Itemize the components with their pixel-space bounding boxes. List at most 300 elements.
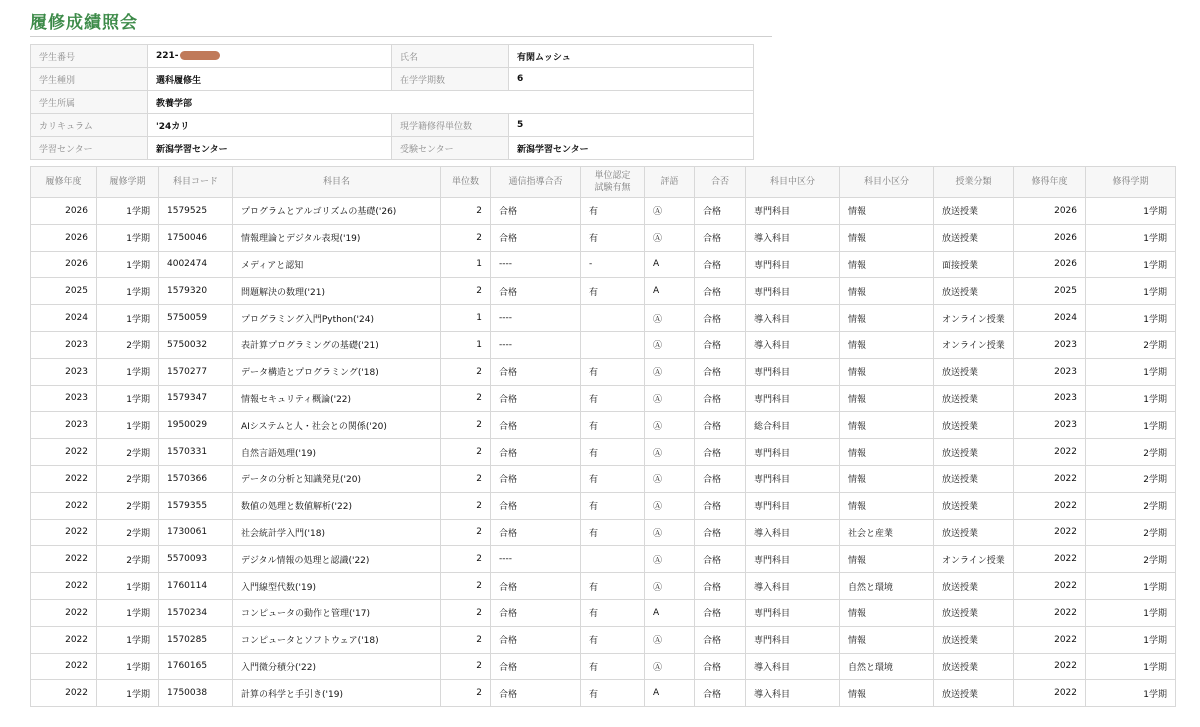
table-row <box>31 331 1176 358</box>
cell-course-name: プログラミング入門Python('24) <box>233 305 441 332</box>
cell-course-code: 1760114 <box>159 573 233 600</box>
cell-exam-presence: 有 <box>581 626 645 653</box>
cell-course-code: 1570366 <box>159 465 233 492</box>
cell-category-sub: 情報 <box>840 546 934 573</box>
cell-course-code: 1760165 <box>159 653 233 680</box>
cell-acquired-year: 2023 <box>1014 331 1086 358</box>
cell-category-mid: 専門科目 <box>746 198 840 225</box>
cell-grade: Ⓐ <box>645 224 695 251</box>
cell-acquired-year: 2022 <box>1014 519 1086 546</box>
cell-acquired-year: 2022 <box>1014 653 1086 680</box>
cell-credits: 1 <box>441 251 491 278</box>
cell-exam-presence: 有 <box>581 519 645 546</box>
info-value <box>148 137 392 160</box>
cell-enroll-term: 1学期 <box>97 198 159 225</box>
cell-credits: 2 <box>441 412 491 439</box>
cell-pass-fail: 合格 <box>695 278 746 305</box>
cell-grade: Ⓐ <box>645 439 695 466</box>
cell-enroll-term: 1学期 <box>97 305 159 332</box>
cell-class-type: オンライン授業 <box>934 546 1014 573</box>
cell-grade: Ⓐ <box>645 465 695 492</box>
cell-course-name: デジタル情報の処理と認識('22) <box>233 546 441 573</box>
cell-enroll-year: 2026 <box>31 198 97 225</box>
cell-class-type: 放送授業 <box>934 358 1014 385</box>
header-col-correspondence-result: 通信指導合否 <box>491 167 581 198</box>
cell-credits: 2 <box>441 599 491 626</box>
title-divider <box>30 36 772 37</box>
cell-acquired-term: 1学期 <box>1086 198 1176 225</box>
cell-acquired-term: 1学期 <box>1086 224 1176 251</box>
cell-category-sub: 情報 <box>840 198 934 225</box>
cell-enroll-term: 1学期 <box>97 626 159 653</box>
cell-course-code: 1579355 <box>159 492 233 519</box>
cell-course-name: AIシステムと人・社会との関係('20) <box>233 412 441 439</box>
table-row <box>31 224 1176 251</box>
cell-acquired-term: 1学期 <box>1086 626 1176 653</box>
cell-enroll-term: 1学期 <box>97 251 159 278</box>
cell-course-name: 表計算プログラミングの基礎('21) <box>233 331 441 358</box>
cell-credits: 2 <box>441 573 491 600</box>
info-label: 学生番号 <box>31 45 148 68</box>
cell-credits: 2 <box>441 358 491 385</box>
cell-category-mid: 導入科目 <box>746 680 840 707</box>
cell-course-name: コンピュータの動作と管理('17) <box>233 599 441 626</box>
cell-acquired-year: 2022 <box>1014 599 1086 626</box>
cell-enroll-year: 2023 <box>31 412 97 439</box>
cell-category-sub: 自然と環境 <box>840 573 934 600</box>
cell-class-type: 放送授業 <box>934 412 1014 439</box>
cell-credits: 2 <box>441 465 491 492</box>
cell-credits: 2 <box>441 492 491 519</box>
cell-acquired-year: 2022 <box>1014 680 1086 707</box>
table-row <box>31 680 1176 707</box>
cell-course-code: 1570331 <box>159 439 233 466</box>
cell-exam-presence <box>581 305 645 332</box>
cell-course-code: 1570234 <box>159 599 233 626</box>
table-row <box>31 626 1176 653</box>
cell-grade: Ⓐ <box>645 492 695 519</box>
cell-course-code: 1579525 <box>159 198 233 225</box>
table-row <box>31 358 1176 385</box>
header-col-enroll-year: 履修年度 <box>31 167 97 198</box>
info-label: 在学学期数 <box>392 68 509 91</box>
cell-grade: Ⓐ <box>645 331 695 358</box>
cell-acquired-year: 2026 <box>1014 251 1086 278</box>
info-label: 学生所属 <box>31 91 148 114</box>
cell-acquired-term: 2学期 <box>1086 439 1176 466</box>
header-col-class-type: 授業分類 <box>934 167 1014 198</box>
cell-category-mid: 導入科目 <box>746 224 840 251</box>
cell-class-type: 放送授業 <box>934 439 1014 466</box>
cell-pass-fail: 合格 <box>695 385 746 412</box>
cell-credits: 2 <box>441 278 491 305</box>
cell-course-name: 入門微分積分('22) <box>233 653 441 680</box>
cell-exam-presence: 有 <box>581 224 645 251</box>
info-value <box>509 45 754 68</box>
cell-credits: 2 <box>441 653 491 680</box>
cell-pass-fail: 合格 <box>695 465 746 492</box>
table-row <box>31 519 1176 546</box>
info-label: 学習センター <box>31 137 148 160</box>
cell-enroll-year: 2023 <box>31 331 97 358</box>
cell-class-type: 面接授業 <box>934 251 1014 278</box>
cell-category-mid: 専門科目 <box>746 465 840 492</box>
info-value <box>148 45 392 68</box>
cell-course-name: 問題解決の数理('21) <box>233 278 441 305</box>
cell-grade: A <box>645 599 695 626</box>
cell-acquired-term: 2学期 <box>1086 331 1176 358</box>
cell-category-sub: 情報 <box>840 385 934 412</box>
header-col-category-mid: 科目中区分 <box>746 167 840 198</box>
table-row <box>31 465 1176 492</box>
cell-enroll-term: 2学期 <box>97 519 159 546</box>
cell-acquired-term: 1学期 <box>1086 251 1176 278</box>
cell-correspondence-result: ---- <box>491 331 581 358</box>
table-row <box>31 573 1176 600</box>
cell-enroll-term: 1学期 <box>97 680 159 707</box>
cell-enroll-year: 2022 <box>31 465 97 492</box>
cell-pass-fail: 合格 <box>695 439 746 466</box>
cell-class-type: オンライン授業 <box>934 305 1014 332</box>
cell-category-mid: 総合科目 <box>746 412 840 439</box>
cell-category-sub: 情報 <box>840 465 934 492</box>
cell-category-sub: 情報 <box>840 492 934 519</box>
cell-enroll-term: 1学期 <box>97 224 159 251</box>
info-value-text: 有閑ムッシュ <box>517 52 571 63</box>
cell-category-mid: 導入科目 <box>746 331 840 358</box>
cell-grade: Ⓐ <box>645 385 695 412</box>
table-row <box>31 492 1176 519</box>
cell-class-type: 放送授業 <box>934 198 1014 225</box>
cell-credits: 2 <box>441 546 491 573</box>
cell-category-mid: 専門科目 <box>746 385 840 412</box>
cell-enroll-term: 1学期 <box>97 653 159 680</box>
info-value <box>509 114 754 137</box>
cell-exam-presence: 有 <box>581 680 645 707</box>
info-label: カリキュラム <box>31 114 148 137</box>
info-row <box>31 68 754 91</box>
cell-exam-presence: 有 <box>581 439 645 466</box>
cell-grade: Ⓐ <box>645 358 695 385</box>
cell-correspondence-result: ---- <box>491 305 581 332</box>
cell-class-type: 放送授業 <box>934 653 1014 680</box>
cell-correspondence-result: ---- <box>491 546 581 573</box>
cell-course-name: 情報セキュリティ概論('22) <box>233 385 441 412</box>
cell-category-mid: 導入科目 <box>746 519 840 546</box>
cell-credits: 2 <box>441 626 491 653</box>
header-col-enroll-term: 履修学期 <box>97 167 159 198</box>
header-col-category-sub: 科目小区分 <box>840 167 934 198</box>
cell-acquired-term: 2学期 <box>1086 519 1176 546</box>
info-value-text: 選科履修生 <box>156 75 202 86</box>
cell-enroll-year: 2022 <box>31 546 97 573</box>
cell-enroll-term: 1学期 <box>97 278 159 305</box>
cell-acquired-term: 1学期 <box>1086 573 1176 600</box>
cell-exam-presence <box>581 546 645 573</box>
cell-course-code: 1750046 <box>159 224 233 251</box>
cell-course-code: 5750032 <box>159 331 233 358</box>
cell-category-mid: 専門科目 <box>746 599 840 626</box>
table-row <box>31 599 1176 626</box>
cell-credits: 2 <box>441 385 491 412</box>
cell-pass-fail: 合格 <box>695 599 746 626</box>
cell-category-sub: 情報 <box>840 626 934 653</box>
cell-exam-presence: 有 <box>581 653 645 680</box>
cell-course-name: 入門線型代数('19) <box>233 573 441 600</box>
cell-course-name: データ構造とプログラミング('18) <box>233 358 441 385</box>
cell-pass-fail: 合格 <box>695 331 746 358</box>
cell-pass-fail: 合格 <box>695 626 746 653</box>
cell-enroll-term: 2学期 <box>97 465 159 492</box>
cell-course-name: 計算の科学と手引き('19) <box>233 680 441 707</box>
cell-exam-presence: 有 <box>581 573 645 600</box>
cell-enroll-year: 2022 <box>31 653 97 680</box>
cell-enroll-year: 2022 <box>31 439 97 466</box>
cell-pass-fail: 合格 <box>695 358 746 385</box>
cell-pass-fail: 合格 <box>695 519 746 546</box>
cell-correspondence-result: 合格 <box>491 519 581 546</box>
cell-correspondence-result: 合格 <box>491 465 581 492</box>
cell-correspondence-result: 合格 <box>491 492 581 519</box>
cell-category-mid: 導入科目 <box>746 573 840 600</box>
cell-course-code: 1570277 <box>159 358 233 385</box>
header-col-acquired-term: 修得学期 <box>1086 167 1176 198</box>
cell-correspondence-result: 合格 <box>491 358 581 385</box>
cell-correspondence-result: 合格 <box>491 573 581 600</box>
cell-category-mid: 専門科目 <box>746 358 840 385</box>
cell-category-sub: 情報 <box>840 599 934 626</box>
cell-exam-presence: 有 <box>581 385 645 412</box>
cell-pass-fail: 合格 <box>695 680 746 707</box>
cell-credits: 2 <box>441 224 491 251</box>
cell-enroll-term: 2学期 <box>97 331 159 358</box>
cell-class-type: 放送授業 <box>934 278 1014 305</box>
cell-exam-presence: 有 <box>581 465 645 492</box>
cell-category-mid: 専門科目 <box>746 439 840 466</box>
cell-class-type: 放送授業 <box>934 465 1014 492</box>
cell-exam-presence: 有 <box>581 412 645 439</box>
cell-enroll-term: 1学期 <box>97 358 159 385</box>
cell-course-code: 1750038 <box>159 680 233 707</box>
cell-category-mid: 専門科目 <box>746 546 840 573</box>
cell-category-mid: 専門科目 <box>746 492 840 519</box>
cell-category-sub: 情報 <box>840 251 934 278</box>
cell-class-type: 放送授業 <box>934 492 1014 519</box>
cell-enroll-year: 2022 <box>31 573 97 600</box>
info-value-text: 教養学部 <box>156 98 193 109</box>
cell-course-code: 5750059 <box>159 305 233 332</box>
cell-enroll-year: 2025 <box>31 278 97 305</box>
info-value <box>509 137 754 160</box>
cell-category-sub: 情報 <box>840 412 934 439</box>
cell-exam-presence <box>581 331 645 358</box>
cell-category-sub: 情報 <box>840 358 934 385</box>
cell-acquired-term: 2学期 <box>1086 465 1176 492</box>
table-row <box>31 412 1176 439</box>
info-value-text: 5 <box>517 120 524 130</box>
header-col-credits: 単位数 <box>441 167 491 198</box>
cell-class-type: オンライン授業 <box>934 331 1014 358</box>
cell-course-name: データの分析と知識発見('20) <box>233 465 441 492</box>
cell-category-sub: 情報 <box>840 224 934 251</box>
cell-acquired-term: 1学期 <box>1086 385 1176 412</box>
cell-course-name: 情報理論とデジタル表現('19) <box>233 224 441 251</box>
cell-course-name: 数値の処理と数値解析('22) <box>233 492 441 519</box>
cell-acquired-term: 2学期 <box>1086 546 1176 573</box>
cell-acquired-year: 2026 <box>1014 224 1086 251</box>
header-col-exam-presence: 単位認定 試験有無 <box>581 167 645 198</box>
info-label: 現学籍修得単位数 <box>392 114 509 137</box>
header-col-acquired-year: 修得年度 <box>1014 167 1086 198</box>
cell-acquired-term: 1学期 <box>1086 599 1176 626</box>
info-row <box>31 91 754 114</box>
cell-credits: 2 <box>441 680 491 707</box>
cell-class-type: 放送授業 <box>934 599 1014 626</box>
cell-acquired-year: 2024 <box>1014 305 1086 332</box>
cell-exam-presence: 有 <box>581 492 645 519</box>
table-row <box>31 198 1176 225</box>
cell-enroll-year: 2023 <box>31 358 97 385</box>
cell-enroll-term: 2学期 <box>97 546 159 573</box>
cell-enroll-year: 2026 <box>31 224 97 251</box>
cell-acquired-year: 2022 <box>1014 492 1086 519</box>
cell-exam-presence: 有 <box>581 599 645 626</box>
cell-enroll-year: 2023 <box>31 385 97 412</box>
cell-acquired-year: 2022 <box>1014 573 1086 600</box>
cell-class-type: 放送授業 <box>934 385 1014 412</box>
cell-acquired-term: 1学期 <box>1086 278 1176 305</box>
cell-acquired-term: 1学期 <box>1086 653 1176 680</box>
grades-table <box>30 166 1176 707</box>
cell-enroll-term: 1学期 <box>97 573 159 600</box>
cell-pass-fail: 合格 <box>695 546 746 573</box>
cell-credits: 2 <box>441 439 491 466</box>
cell-acquired-year: 2025 <box>1014 278 1086 305</box>
cell-grade: Ⓐ <box>645 626 695 653</box>
cell-course-name: 社会統計学入門('18) <box>233 519 441 546</box>
cell-enroll-term: 1学期 <box>97 412 159 439</box>
cell-acquired-year: 2022 <box>1014 546 1086 573</box>
page-title: 履修成績照会 <box>30 13 138 33</box>
cell-correspondence-result: 合格 <box>491 599 581 626</box>
cell-pass-fail: 合格 <box>695 573 746 600</box>
cell-grade: Ⓐ <box>645 305 695 332</box>
header-col-pass-fail: 合否 <box>695 167 746 198</box>
cell-course-name: プログラムとアルゴリズムの基礎('26) <box>233 198 441 225</box>
cell-class-type: 放送授業 <box>934 519 1014 546</box>
table-row <box>31 546 1176 573</box>
info-value <box>509 68 754 91</box>
cell-enroll-year: 2026 <box>31 251 97 278</box>
cell-correspondence-result: 合格 <box>491 653 581 680</box>
cell-enroll-year: 2022 <box>31 626 97 653</box>
cell-category-sub: 情報 <box>840 439 934 466</box>
cell-credits: 1 <box>441 331 491 358</box>
cell-acquired-year: 2026 <box>1014 198 1086 225</box>
cell-grade: A <box>645 680 695 707</box>
cell-pass-fail: 合格 <box>695 224 746 251</box>
info-value-text: '24カリ <box>156 121 190 132</box>
cell-category-sub: 自然と環境 <box>840 653 934 680</box>
cell-acquired-term: 1学期 <box>1086 358 1176 385</box>
cell-acquired-term: 1学期 <box>1086 305 1176 332</box>
cell-credits: 2 <box>441 519 491 546</box>
cell-grade: Ⓐ <box>645 412 695 439</box>
cell-correspondence-result: 合格 <box>491 626 581 653</box>
cell-category-mid: 専門科目 <box>746 278 840 305</box>
cell-exam-presence: 有 <box>581 278 645 305</box>
cell-acquired-term: 1学期 <box>1086 412 1176 439</box>
cell-enroll-year: 2022 <box>31 519 97 546</box>
cell-category-sub: 情報 <box>840 680 934 707</box>
info-value-text: 新潟学習センター <box>156 144 228 155</box>
cell-enroll-year: 2022 <box>31 680 97 707</box>
cell-course-code: 5570093 <box>159 546 233 573</box>
cell-pass-fail: 合格 <box>695 492 746 519</box>
cell-course-code: 1570285 <box>159 626 233 653</box>
info-value-text: 6 <box>517 74 524 84</box>
cell-category-mid: 専門科目 <box>746 251 840 278</box>
cell-grade: Ⓐ <box>645 653 695 680</box>
table-row <box>31 385 1176 412</box>
cell-exam-presence: 有 <box>581 198 645 225</box>
cell-pass-fail: 合格 <box>695 251 746 278</box>
info-value-text: 221- <box>156 51 179 61</box>
header-col-grade: 評語 <box>645 167 695 198</box>
cell-course-code: 1730061 <box>159 519 233 546</box>
cell-pass-fail: 合格 <box>695 198 746 225</box>
cell-correspondence-result: 合格 <box>491 278 581 305</box>
redaction-mark <box>180 51 220 60</box>
cell-enroll-year: 2022 <box>31 599 97 626</box>
cell-grade: A <box>645 251 695 278</box>
cell-pass-fail: 合格 <box>695 412 746 439</box>
info-label: 受験センター <box>392 137 509 160</box>
cell-grade: Ⓐ <box>645 519 695 546</box>
cell-acquired-year: 2023 <box>1014 385 1086 412</box>
table-row <box>31 653 1176 680</box>
cell-acquired-year: 2022 <box>1014 626 1086 653</box>
header-col-course-code: 科目コード <box>159 167 233 198</box>
cell-course-name: コンピュータとソフトウェア('18) <box>233 626 441 653</box>
info-label: 学生種別 <box>31 68 148 91</box>
cell-course-code: 1579320 <box>159 278 233 305</box>
cell-grade: Ⓐ <box>645 573 695 600</box>
cell-correspondence-result: 合格 <box>491 385 581 412</box>
grades-header-row <box>31 167 1176 198</box>
cell-correspondence-result: 合格 <box>491 224 581 251</box>
cell-correspondence-result: 合格 <box>491 198 581 225</box>
cell-acquired-term: 1学期 <box>1086 680 1176 707</box>
cell-acquired-year: 2022 <box>1014 465 1086 492</box>
cell-category-sub: 情報 <box>840 305 934 332</box>
cell-correspondence-result: 合格 <box>491 680 581 707</box>
cell-course-code: 4002474 <box>159 251 233 278</box>
cell-exam-presence: 有 <box>581 358 645 385</box>
info-value <box>148 91 754 114</box>
cell-course-code: 1950029 <box>159 412 233 439</box>
table-row <box>31 439 1176 466</box>
cell-pass-fail: 合格 <box>695 305 746 332</box>
cell-enroll-year: 2024 <box>31 305 97 332</box>
cell-class-type: 放送授業 <box>934 680 1014 707</box>
cell-category-mid: 専門科目 <box>746 626 840 653</box>
cell-acquired-year: 2023 <box>1014 412 1086 439</box>
cell-acquired-year: 2022 <box>1014 439 1086 466</box>
table-row <box>31 278 1176 305</box>
cell-category-mid: 導入科目 <box>746 653 840 680</box>
cell-category-mid: 導入科目 <box>746 305 840 332</box>
